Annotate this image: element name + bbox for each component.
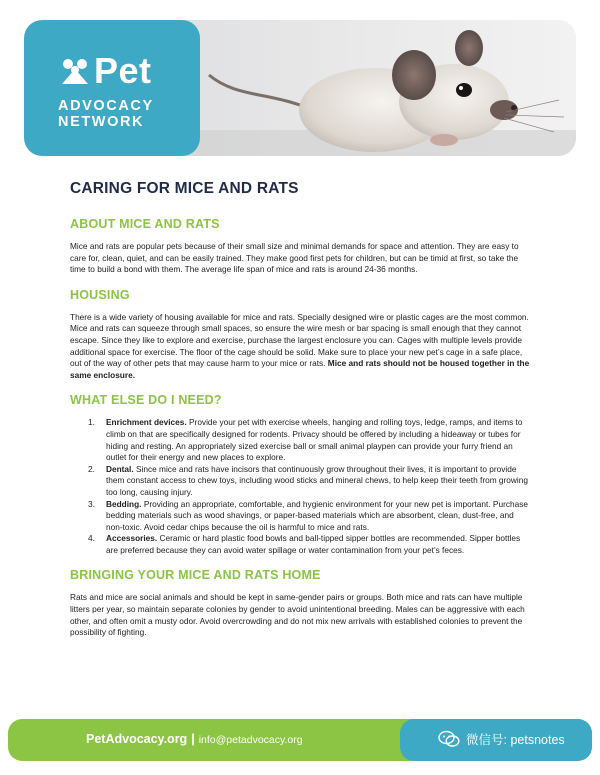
list-item-number: 4. [88,533,95,544]
wechat-watermark [438,730,565,748]
list-item-text: Providing an appropriate, comfortable, and hygienic environment for your new pet is important. Purchase bedding materials such as wood shavings, or paper-based materials which are absorbent, clean, dust-free, and non-toxic. Avoid cedar chips because the oil is harmful to mice and rats. [106,498,528,532]
list-item-lead: Dental. [106,463,134,474]
section-heading-home: BRINGING YOUR MICE AND RATS HOME [70,568,321,583]
page-title: CARING FOR MICE AND RATS [70,180,299,197]
list-item [70,499,530,534]
wechat-icon [438,730,460,748]
list-item-lead: Bedding. [106,498,142,509]
email-link[interactable]: info@petadvocacy.org [198,734,303,746]
list-item [70,464,530,499]
list-item-text: Since mice and rats have incisors that continuously grow throughout their lives, it is important to provide them constant access to chew toys, including wood sticks and mineral chews, to help keep their teeth from growing too long, causing injury. [106,463,528,497]
about-paragraph: Mice and rats are popular pets because of their small size and minimal demands for space and attention. They are easy to care for, clean, quiet, and can be easily trained. They make good first pets for children, but can be timid at first, so take the time to build a bond with them. The average life span of mice and rats is around 24-36 months. [70,241,519,275]
list-item-lead: Enrichment devices. [106,417,187,428]
document-body [70,180,530,651]
list-item-number: 2. [88,463,95,474]
logo-line-advocacy: ADVOCACY [58,98,154,114]
list-item [70,417,530,463]
logo-line-network: NETWORK [58,114,145,130]
wechat-id: 微信号: petsnotes [466,733,565,747]
list-item-lead: Accessories. [106,533,158,544]
housing-paragraph [70,312,530,382]
section-heading-needs: WHAT ELSE DO I NEED? [70,393,222,408]
website-link[interactable]: PetAdvocacy.org [86,732,188,746]
home-paragraph: Rats and mice are social animals and should be kept in same-gender pairs or groups. Both mice and rats can have multiple litters per year, so maintain separate colonies by gender to avoid unintentional breeding. Males can be aggressive with each other, and often omit a musty odor. Avoid overcrowding and do not mix new arrivals with established colonies to prevent the possibility of fighting. [70,592,525,638]
list-item-text: Provide your pet with exercise wheels, hanging and rolling toys, ledge, ramps, and items to climb on that are specifically designed for rodents. Privacy should be offered by including a hideaway or tubes for hiding and resting. An appropriately sized exercise ball or small animal playpen can provide your furry friend an outlet for their energy and new places to explore. [106,417,523,463]
paw-logo-icon [58,56,92,86]
logo-wordmark: Pet [94,50,152,91]
housing-text: There is a wide variety of housing available for mice and rats. Specially designed wire or plastic cages are the most common. Mice and rats can squeeze through small spaces, so ensure the wire mesh or bar spacing is small enough that they cannot escape. Since they like to explore and exercise, purchase the largest enclosure you can. Cages with multiple levels provide additional space for exercise. The floor of the cage should be solid. Make sure to place your new pet’s cage in a safe place, out of the way of other pets that may cause harm to your mice or rats. [70,311,529,369]
list-item [70,533,530,556]
section-heading-about: ABOUT MICE AND RATS [70,217,220,231]
footer-separator: | [191,732,195,746]
header-banner [24,20,576,156]
footer-contact [86,732,303,746]
logo[interactable] [24,20,200,156]
footer-bar [8,719,592,761]
section-heading-housing: HOUSING [70,287,130,302]
housing-warning: Mice and rats should not be housed together in the same enclosure. [70,358,530,380]
list-item-number: 3. [88,498,95,509]
list-item-number: 1. [88,417,95,428]
needs-list [70,417,530,556]
list-item-text: Ceramic or hard plastic food bowls and ball-tipped sipper bottles are recommended. Sipper bottles are preferred because they can avoid water spillage or water contamination from your pet’s feces. [106,533,521,555]
